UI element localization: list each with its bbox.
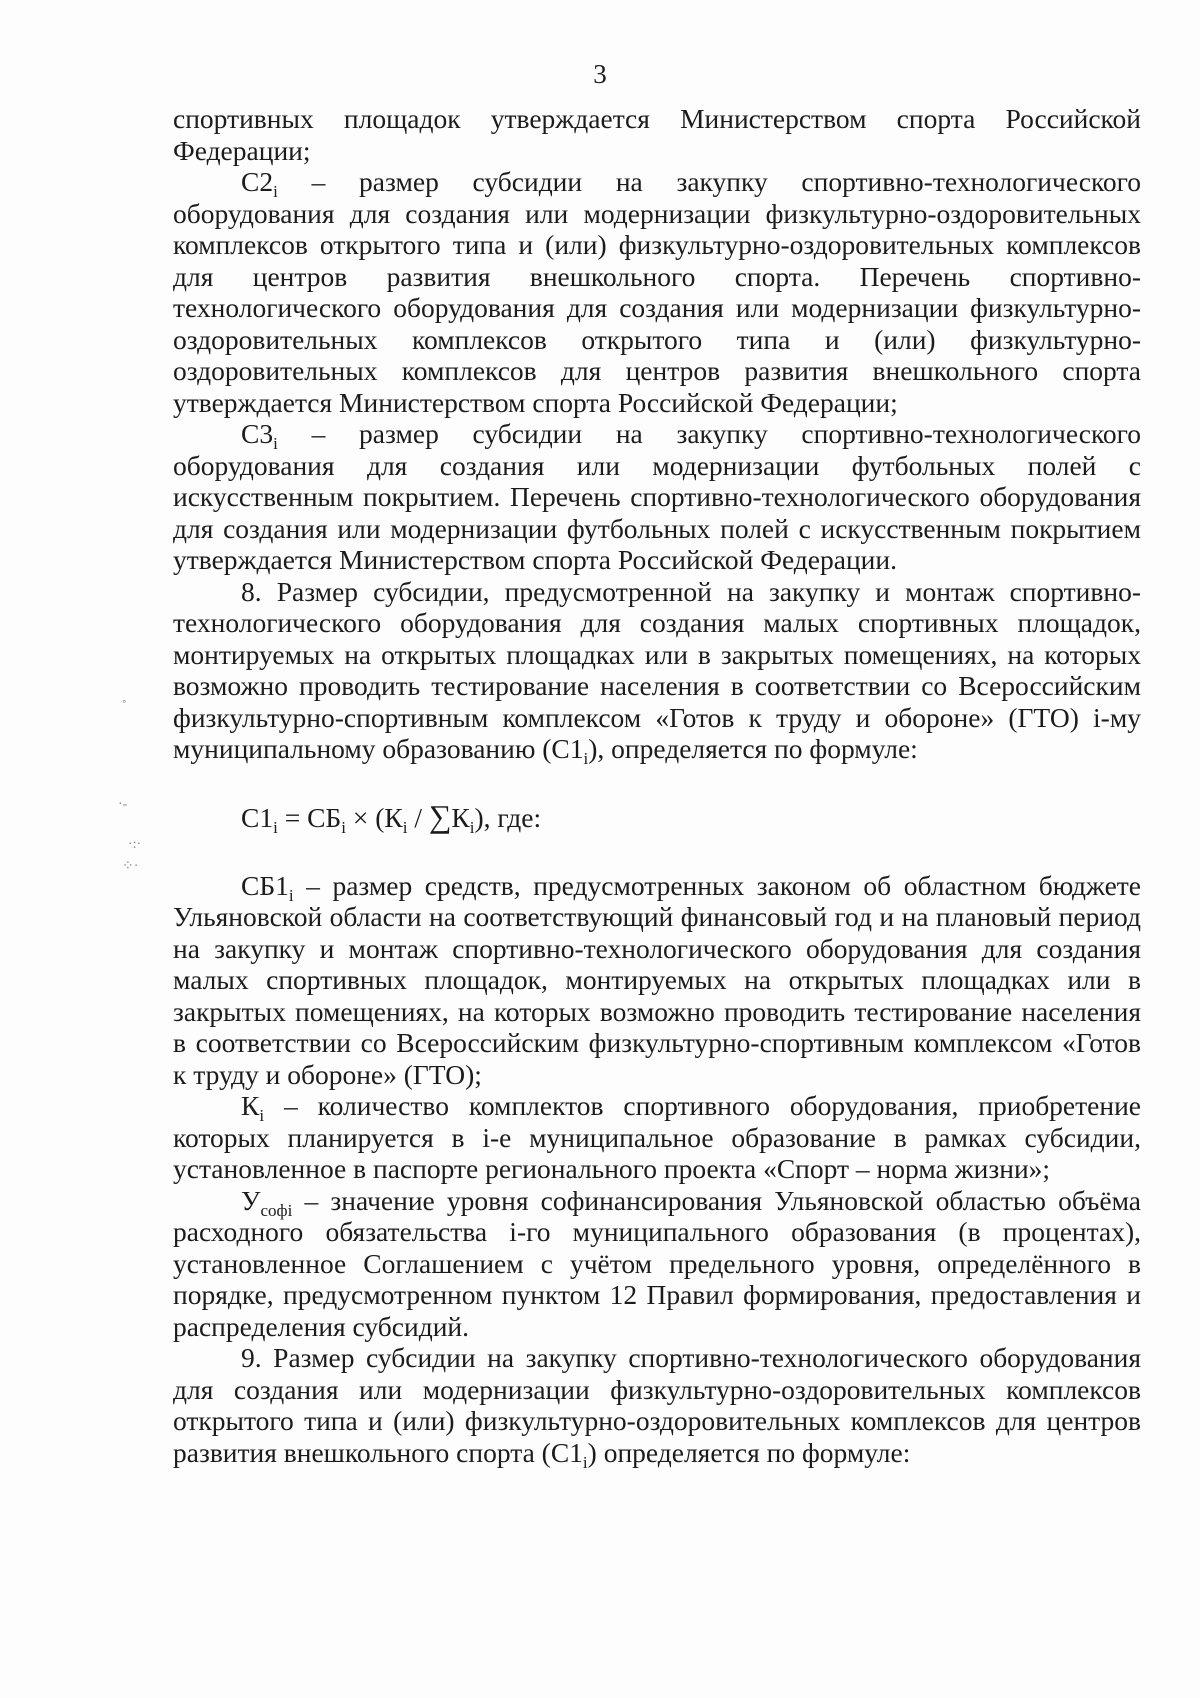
scan-speck: ⁘· xyxy=(122,859,139,874)
paragraph-k: $К_i$ – количество комплектов спортивного оборудования, приобретение которых планируется в i-е муниципальное образование в рамках субсидии, установленное в паспорте регионального проекта «Спорт – норма жизни»; xyxy=(173,1090,1142,1184)
symbol-k: $К_i$ xyxy=(241,1090,265,1125)
formula-c1: $С1_i = СБ_i \times (К_i / \sum К_i)$, где: xyxy=(241,798,542,837)
paragraph-item-9: 9. Размер субсидии на закупку спортивно-технологического оборудования для создания или модернизации физкультурно-оздоровительных комплексов открытого типа и (или) физкультурно-оздоровительных комплексов для центров развития внешкольного спорта $(С1_i)$ определяется по формуле: xyxy=(173,1342,1141,1472)
symbol-c3: $С3_i$ xyxy=(241,418,278,453)
paragraph-c3: $С3_i$ – размер субсидии на закупку спортивно-технологического оборудования для создания или модернизации футбольных полей с искусственным покрытием. Перечень спортивно-технологического оборудования для создания или модернизации футбольных полей с искусственным покрытием утверждается Министерством спорта Российской Федерации. xyxy=(173,418,1142,575)
scan-speck: ·- xyxy=(118,797,128,812)
paragraph-c2: $С2_i$ – размер субсидии на закупку спортивно-технологического оборудования для создания или модернизации физкультурно-оздоровительных комплексов открытого типа и (или) физкультурно-оздоровительных комплексов для центров развития внешкольного спорта. Перечень спортивно-технологического оборудования для создания или модернизации физкультурно-оздоровительных комплексов открытого типа и (или) физкультурно-оздоровительных комплексов для центров развития внешкольного спорта утверждается Министерством спорта Российской Федерации; xyxy=(173,166,1142,418)
paragraph: спортивных площадок утверждается Министерством спорта Российской Федерации; xyxy=(173,103,1141,166)
symbol-sb1: $СБ1_i$ xyxy=(241,869,294,905)
symbol-c2: $С2_i$ xyxy=(241,166,278,201)
document-body xyxy=(173,103,1142,1472)
scan-speck: ˚ xyxy=(122,699,127,714)
paragraph-item-8: 8. Размер субсидии, предусмотренной на закупку и монтаж спортивно-технологического оборудования для создания малых спортивных площадок, монтируемых на открытых площадках или в закрытых помещениях, на которых возможно проводить тестирование населения в соответствии со Всероссийским физкультурно-спортивным комплексом «Готов к труду и обороне» (ГТО) i-му муниципальному образованию $(С1_i)$, определяется по формуле: xyxy=(173,575,1141,768)
paragraph-u: $У_{софi}$ – значение уровня софинансирования Ульяновской областью объёма расходного обязательства i-го муниципального образования (в процентах), установленное Соглашением с учётом предельного уровня, определённого в порядке, предусмотренном пунктом 12 Правил формирования, предоставления и распределения субсидий. xyxy=(173,1184,1141,1342)
page-number: 3 xyxy=(593,59,607,89)
paragraph-sb1: $СБ1_i$ – размер средств, предусмотренных законом об областном бюджете Ульяновской области на соответствующий финансовый год и на плановый период на закупку и монтаж спортивно-технологического оборудования для создания малых спортивных площадок, монтируемых на открытых площадках или в закрытых помещениях, на которых возможно проводить тестирование населения в соответствии со Всероссийским физкультурно-спортивным комплексом «Готов к труду и обороне» (ГТО); xyxy=(173,869,1141,1090)
scan-speck: ·:· xyxy=(128,837,142,852)
symbol-u: $У_{софi}$ xyxy=(241,1184,293,1220)
